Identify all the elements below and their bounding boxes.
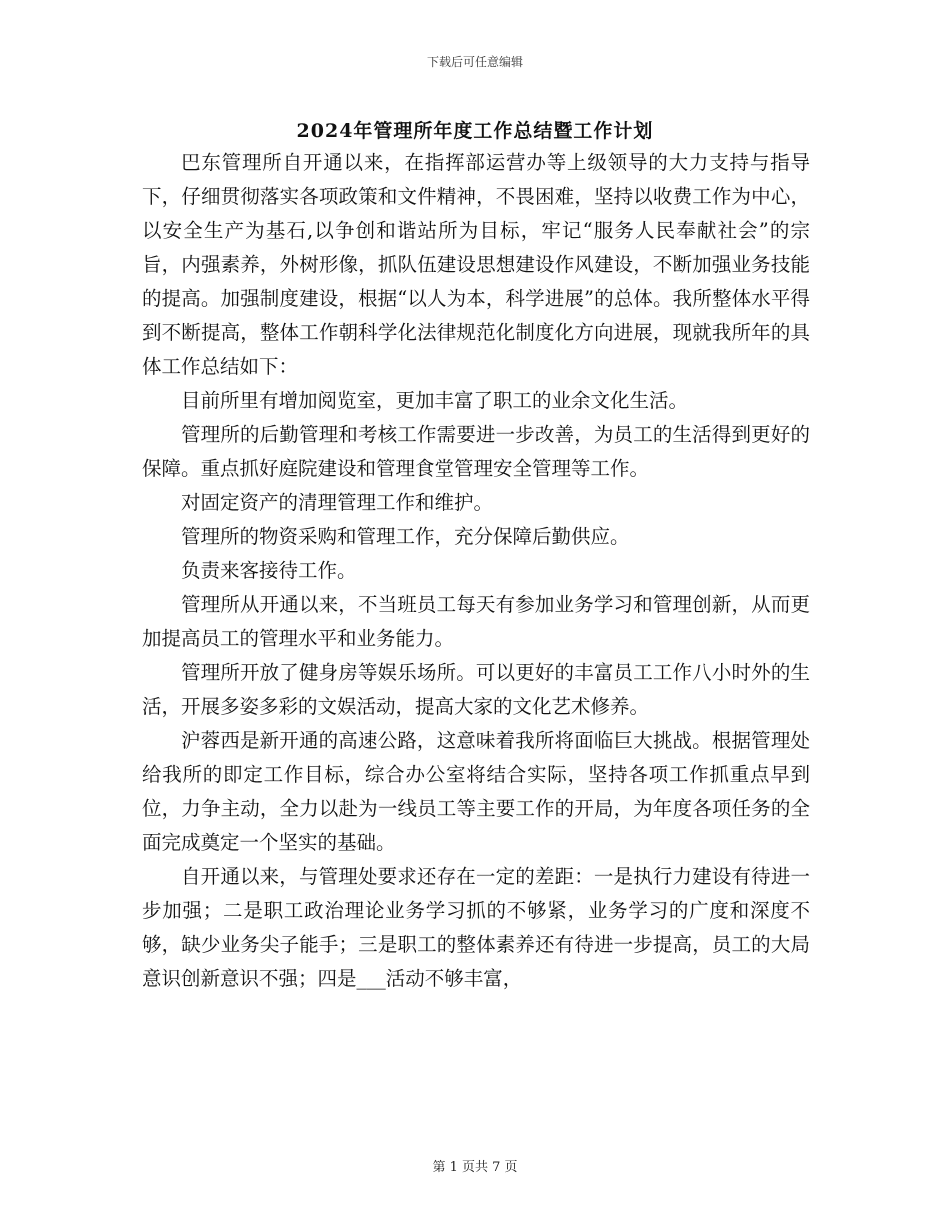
paragraph: 沪蓉西是新开通的高速公路，这意味着我所将面临巨大挑战。根据管理处给我所的即定工作目标，综合办公室将结合实际，坚持各项工作抓重点早到位，力争主动，全力以赴为一线员工等主要工作的开局，为年度各项任务的全面完成奠定一个坚实的基础。	[142, 729, 810, 854]
paragraph: 管理所的物资采购和管理工作，充分保障后勤供应。	[181, 525, 630, 548]
page-footer: 第 1 页共 7 页	[432, 1160, 518, 1175]
document-title: 2024年管理所年度工作总结暨工作计划	[296, 120, 654, 142]
paragraph: 对固定资产的清理管理工作和维护。	[181, 491, 494, 514]
paragraph: 目前所里有增加阅览室，更加丰富了职工的业余文化生活。	[181, 389, 689, 412]
paragraph: 管理所的后勤管理和考核工作需要进一步改善，为员工的生活得到更好的保障。重点抓好庭院建设和管理食堂管理安全管理等工作。	[142, 423, 810, 480]
header-note: 下载后可任意编辑	[426, 55, 523, 69]
paragraph: 巴东管理所自开通以来，在指挥部运营办等上级领导的大力支持与指导下，仔细贯彻落实各项政策和文件精神，不畏困难，坚持以收费工作为中心，以安全生产为基石,以争创和谐站所为目标，牢记“服务人民奉献社会”的宗旨，内强素养，外树形像，抓队伍建设思想建设作风建设，不断加强业务技能的提高。加强制度建设，根据“以人为本，科学进展”的总体。我所整体水平得到不断提高，整体工作朝科学化法律规范化制度化方向进展，现就我所年的具体工作总结如下：	[142, 151, 810, 378]
document-body	[142, 146, 810, 996]
paragraph: 负责来客接待工作。	[181, 559, 357, 582]
paragraph: 自开通以来，与管理处要求还存在一定的差距：一是执行力建设有待进一步加强；二是职工政治理论业务学习抓的不够紧，业务学习的广度和深度不够，缺少业务尖子能手；三是职工的整体素养还有待进一步提高，员工的大局意识创新意识不强；四是___活动不够丰富，	[142, 865, 810, 990]
paragraph: 管理所开放了健身房等娱乐场所。可以更好的丰富员工工作八小时外的生活，开展多姿多彩的文娱活动，提高大家的文化艺术修养。	[142, 661, 810, 718]
paragraph: 管理所从开通以来，不当班员工每天有参加业务学习和管理创新，从而更加提高员工的管理水平和业务能力。	[142, 593, 810, 650]
